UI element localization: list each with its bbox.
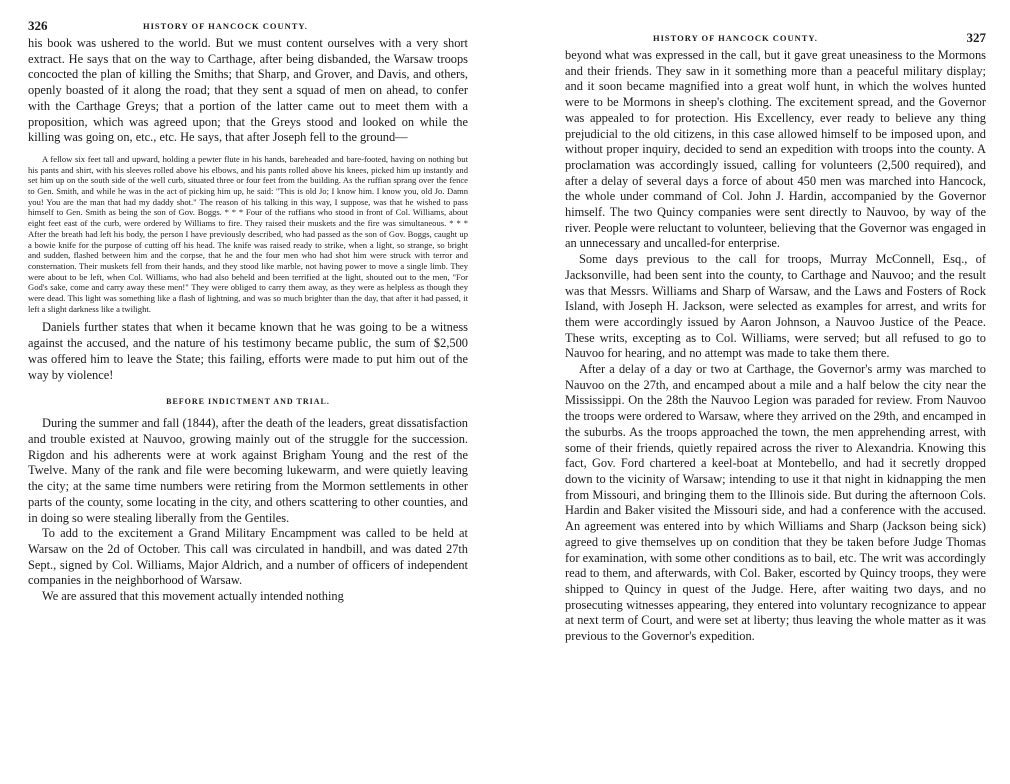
left-paragraph-4: To add to the excitement a Grand Military Encampment was called to be held at Warsaw on the 2d of October. This call was circulated in handbill, and was dated 27th Sept., signed by Col. Williams, Major Aldrich, and a number of officers of independent companies in the neighborhood of Warsaw. — [28, 526, 468, 588]
left-page — [0, 0, 490, 784]
left-page-number: 326 — [28, 18, 48, 33]
left-paragraph-5: We are assured that this movement actually intended nothing — [42, 589, 344, 604]
left-page-header — [28, 18, 468, 36]
right-page-header — [565, 30, 986, 48]
left-paragraph-3: During the summer and fall (1844), after the death of the leaders, great dissatisfaction and trouble existed at Nauvoo, growing mainly out of the struggle for the succession. Rigdon and his adherents were at work against Brigham Young and the rest of the Twelve. Many of the rank and file were becoming lukewarm, and were quietly leaving the city; at the same time numbers were retiring from the Mormon settlements in other parts of the county, some locating in the city, and others scattering to other counties, and in doing so were stealing liberally from the Gentiles. — [28, 416, 468, 525]
left-paragraph-2: Daniels further states that when it became known that he was going to be a witness against the accused, and the nature of his testimony became public, the sum of $2,500 was offered him to leave the State; this failing, efforts were made to put him out of the way by violence! — [28, 320, 468, 382]
right-page-number: 327 — [966, 30, 986, 45]
right-paragraph-2: Some days previous to the call for troops, Murray McConnell, Esq., of Jacksonville, had been sent into the county, to Carthage and Nauvoo; and the result was that Messrs. Williams and Sharp of Warsaw, and the Laws and Fosters of Rock Island, with Joseph H. Jackson, were selected as examples for arrest, and writs for them were accordingly issued by Aaron Johnson, a Nauvoo Justice of the Peace. These writs, excepting as to Col. Williams, were served; but all refused to go to Nauvoo for hearing, and no attempt was made to take them there. — [565, 252, 986, 361]
section-heading: BEFORE INDICTMENT AND TRIAL. — [166, 397, 330, 407]
right-paragraph-1: beyond what was expressed in the call, but it gave great uneasiness to the Mormons and their friends. They saw in it something more than a peaceful military display; and it soon became magnified into a great wolf hunt, in which the wolves hunted were to be Mormons in sheep's clothing. The excitement spread, and the Governor was appealed to for protection. His Excellency, ever ready to believe any thing prejudicial to the old citizens, in this case allowed himself to be imposed upon, and without proper inquiry, decided to send an expedition with troops into the county. A proclamation was accordingly issued, calling for volunteers (2,500 required), and after a delay of several days a force of about 450 men was marched into Hancock, the whole under command of Col. John J. Hardin, accompanied by the Governor himself. The two Quincy companies were sent directly to Nauvoo, by way of the river. People were reluctant to volunteer, believing that the Governor was engaged in an unnecessary and uncalled-for enterprise. — [565, 48, 986, 251]
right-running-title: HISTORY OF HANCOCK COUNTY. — [653, 33, 818, 43]
right-page — [505, 0, 1010, 784]
left-paragraph-1: his book was ushered to the world. But we must content ourselves with a very short extract. He says that on the way to Carthage, after being disbanded, the Warsaw troops concocted the plan of killing the Smiths; that Sharp, and Grover, and Davis, and others, openly boasted of it along the road; that they sent a squad of men on ahead, to confer with the Carthage Greys; that a portion of the latter came out to meet them with a proposition, which was agreed upon; that the Greys stood and looked on while the killing was going on, etc., etc. He says, that after Joseph fell to the ground— — [28, 36, 468, 145]
left-running-title: HISTORY OF HANCOCK COUNTY. — [143, 21, 308, 31]
daniels-quotation: A fellow six feet tall and upward, holding a pewter flute in his hands, bareheaded and bare-footed, having on nothing but his pants and shirt, with his sleeves rolled above his elbows, and his pants rolled above his knees, picked him up instantly and set him up on the south side of the well curb, situated three or four feet from the building. As the ruffian sprang over the fence to Gen. Smith, and while he was in the act of picking him up, he said: "This is old Jo; I know him. I know you, old Jo. Damn you! You are the man that had my daddy shot." The reason of his talking in this way, I suppose, was that he wished to pass himself to Gen. Smith as being the son of Gov. Boggs. * * * Four of the ruffians who stood in front of Col. Williams, about eight feet east of the curb, were ordered by Williams to fire. They raised their muskets and the fire was simultaneous. * * * After the breath had left his body, the person I have previously described, who had passed as the son of Gov. Boggs, caught up a bowie knife for the purpose of cutting off his head. The knife was raised ready to strike, when a light, so strange, so bright and sudden, flashed between him and the corpse, that he and the four men who had shot him were struck with terror and consternation. Their muskets fell from their hands, and they stood like marble, not having power to move a single limb. They were about to be left, when Col. Williams, who had also beheld and been terrified at the light, shouted out to the men, "For God's sake, come and carry away these men!" They were obliged to carry them away, as they were as helpless as though they were dead. This light was something like a flash of lightning, and was so much brighter than the day, that after it had passed, it left a slight darkness like a twilight. — [28, 153, 468, 314]
right-paragraph-3: After a delay of a day or two at Carthage, the Governor's army was marched to Nauvoo on the 27th, and encamped about a mile and a half below the city near the Mississippi. On the 28th the Nauvoo Legion was paraded for review. From Nauvoo the troops were ordered to Warsaw, where they arrived on the 29th, and encamped in the suburbs. As the troops approached the town, the men apprehending arrest, with some of their friends, quietly repaired across the river to Alexandria. Knowing this fact, Gov. Ford chartered a keel-boat at Montebello, and had it secretly dropped down to the vicinity of Warsaw; intending to use it that night in kidnapping the men from Missouri, and bringing them to the Illinois side. But during the afternoon Cols. Hardin and Baker visited the Missouri side, and had a conference with the accused. An agreement was entered into by which Williams and Sharp (Jackson being sick) agreed to give themselves up on condition that they be taken before Judge Thomas for examination, with some other conditions as to bail, etc. The writ was accordingly read to them, and afterwards, with Col. Baker, escorted by Quincy troops, they were shipped to Quincy in quest of the Judge. Here, after waiting two days, and no prosecuting witnesses appearing, they entered into voluntary recognizance to appear at next term of Court, and were set at liberty; thus leaving the whole matter as it was previous to the Governor's expedition. — [565, 362, 986, 644]
